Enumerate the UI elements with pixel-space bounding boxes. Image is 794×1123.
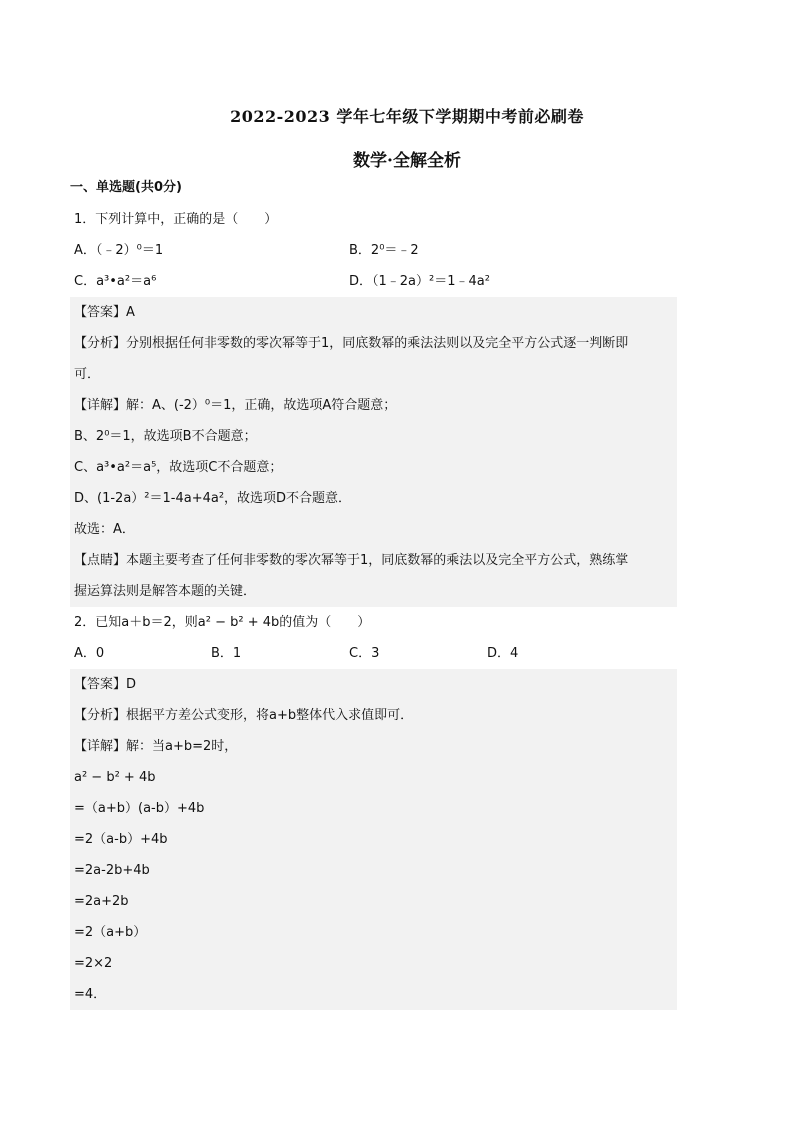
question-2-answer: 【答案】D xyxy=(74,677,137,692)
question-2-step: =4． xyxy=(74,987,107,1002)
question-1-option-c: C．a³•a²＝a⁶ xyxy=(74,274,157,289)
question-2-stem: 2．已知a＋b＝2，则a² − b² + 4b的值为（ ） xyxy=(74,615,371,630)
question-1-answer: 【答案】A xyxy=(74,305,135,320)
question-1-solution xyxy=(70,297,677,607)
question-1-detail-line-1: 【详解】解：A、(-2）⁰＝1，正确，故选项A符合题意； xyxy=(74,398,397,413)
question-1-option-d: D．（1﹣2a）²＝1﹣4a² xyxy=(349,274,490,289)
question-1-stem: 1．下列计算中，正确的是（ ） xyxy=(74,212,278,227)
question-2-option-d: D．4 xyxy=(487,646,519,661)
question-2-option-a: A．0 xyxy=(74,646,105,661)
question-2-step: =2a-2b+4b xyxy=(74,863,150,878)
question-2-step: =2（a+b） xyxy=(74,925,147,940)
question-1-choice: 故选：A． xyxy=(74,522,135,537)
question-1-option-b: B．2⁰＝﹣2 xyxy=(349,243,419,258)
question-2-step: =2（a-b）+4b xyxy=(74,832,168,847)
question-1-detail-line-2: B、2⁰＝1，故选项B不合题意； xyxy=(74,429,257,444)
question-1-analysis-line-1: 【分析】分别根据任何非零数的零次幂等于1，同底数幂的乘法法则以及完全平方公式逐一判断即 xyxy=(74,336,629,351)
question-2-step: =2a+2b xyxy=(74,894,129,909)
question-2-options xyxy=(70,638,677,669)
paper-subtitle: 数学·全解全析 xyxy=(353,151,461,171)
paper-content xyxy=(70,178,677,1010)
question-1-analysis-line-2: 可． xyxy=(74,367,101,382)
question-2-option-c: C．3 xyxy=(349,646,380,661)
question-2-detail: 【详解】解：当a+b=2时， xyxy=(74,739,238,754)
question-2-step: =2×2 xyxy=(74,956,113,971)
question-1-detail-line-3: C、a³•a²＝a⁵，故选项C不合题意； xyxy=(74,460,283,475)
question-1-options-row-1 xyxy=(70,235,677,266)
question-1-comment-line-1: 【点睛】本题主要考查了任何非零数的零次幂等于1，同底数幂的乘法以及完全平方公式，熟练掌 xyxy=(74,553,629,568)
question-1-detail-line-4: D、(1-2a）²＝1-4a+4a²，故选项D不合题意． xyxy=(74,491,352,506)
section-heading: 一、单选题(共0分) xyxy=(70,180,182,195)
question-2-step: a² − b² + 4b xyxy=(74,770,156,785)
question-2-step: =（a+b）(a-b）+4b xyxy=(74,801,205,816)
question-2-analysis: 【分析】根据平方差公式变形，将a+b整体代入求值即可． xyxy=(74,708,414,723)
question-1-option-a: A．（﹣2）⁰＝1 xyxy=(74,243,164,258)
question-1-options-row-2 xyxy=(70,266,677,297)
question-2-option-b: B．1 xyxy=(211,646,242,661)
paper-title: 2022-2023 学年七年级下学期期中考前必刷卷 xyxy=(230,107,584,126)
question-2-solution xyxy=(70,669,677,1010)
question-1-comment-line-2: 握运算法则是解答本题的关键． xyxy=(74,584,257,599)
